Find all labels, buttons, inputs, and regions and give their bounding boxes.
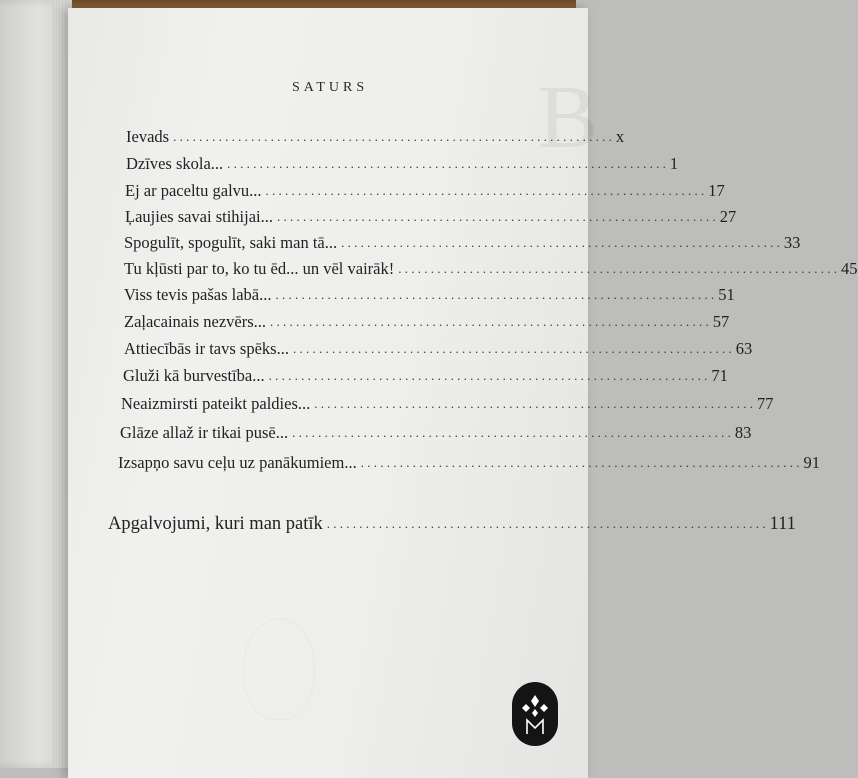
toc-appendix-page: 111 <box>769 514 796 534</box>
toc-entry <box>125 181 725 201</box>
toc-entry <box>126 127 625 147</box>
toc-entry <box>124 312 730 332</box>
toc-entry-page: 77 <box>756 394 774 413</box>
toc-title: SATURS <box>292 80 369 95</box>
show-through-letter: B <box>538 68 599 167</box>
toc-entry-page: 71 <box>711 366 728 385</box>
contents-page <box>68 8 599 778</box>
toc-entry-page: x <box>615 127 625 146</box>
toc-entry-page: 83 <box>734 423 752 442</box>
toc-entry-page: 17 <box>708 181 725 200</box>
toc-appendix-entry <box>108 514 796 535</box>
toc-entry-page: 63 <box>735 339 753 358</box>
toc-entry-title: Dzīves skola... <box>126 154 224 173</box>
toc-entry-title: Ievads <box>126 127 170 146</box>
toc-leader <box>266 183 705 199</box>
toc-entry-page: 91 <box>803 453 820 472</box>
toc-entry <box>121 394 774 414</box>
toc-entry-title: Izsapņo savu ceļu uz panākumiem... <box>118 453 357 472</box>
toc-leader <box>341 235 780 251</box>
toc-entry <box>120 423 752 443</box>
toc-entry <box>125 207 737 227</box>
toc-entry-title: Zaļacainais nezvērs... <box>124 312 267 331</box>
toc-leader <box>293 341 732 357</box>
toc-leader <box>269 368 708 384</box>
toc-entry-title: Tu kļūsti par to, ko tu ēd... un vēl vairāk! <box>124 259 395 278</box>
toc-entry-title: Attiecībās ir tavs spēks... <box>124 339 289 358</box>
toc-leader <box>292 425 731 441</box>
toc-entry <box>124 259 858 279</box>
toc-entry-page: 51 <box>718 285 735 304</box>
toc-appendix-title: Apgalvojumi, kuri man patīk <box>108 514 323 534</box>
toc-leader <box>227 156 666 172</box>
toc-leader <box>327 516 766 532</box>
toc-entry <box>126 154 679 174</box>
toc-leader <box>270 314 709 330</box>
toc-leader <box>173 129 612 145</box>
show-through-illustration <box>243 618 315 720</box>
toc-entry-title: Ej ar paceltu galvu... <box>125 181 262 200</box>
toc-entry-title: Viss tevis pašas labā... <box>124 285 272 304</box>
toc-entry <box>124 285 735 305</box>
toc-entry-page: 27 <box>719 207 737 226</box>
toc-leader <box>361 455 800 471</box>
toc-entry <box>123 366 728 386</box>
toc-entry <box>124 339 753 359</box>
toc-leader <box>277 209 716 225</box>
toc-entry-title: Glāze allaž ir tikai pusē... <box>120 423 289 442</box>
toc-entry-title: Gluži kā burvestība... <box>123 366 265 385</box>
toc-entry-title: Neaizmirsti pateikt paldies... <box>121 394 311 413</box>
toc-entry-page: 33 <box>783 233 801 252</box>
toc-leader <box>398 261 837 277</box>
toc-entry-title: Spogulīt, spogulīt, saki man tā... <box>124 233 338 252</box>
toc-entry-page: 1 <box>669 154 679 173</box>
toc-leader <box>314 396 753 412</box>
toc-leader <box>276 287 715 303</box>
diamond-flower-monogram-icon <box>512 682 558 746</box>
toc-entry <box>124 233 801 253</box>
toc-entry-page: 57 <box>712 312 730 331</box>
toc-entry-page: 45 <box>841 259 858 278</box>
toc-entry <box>118 453 820 473</box>
toc-entry-title: Ļaujies savai stihijai... <box>125 207 274 226</box>
